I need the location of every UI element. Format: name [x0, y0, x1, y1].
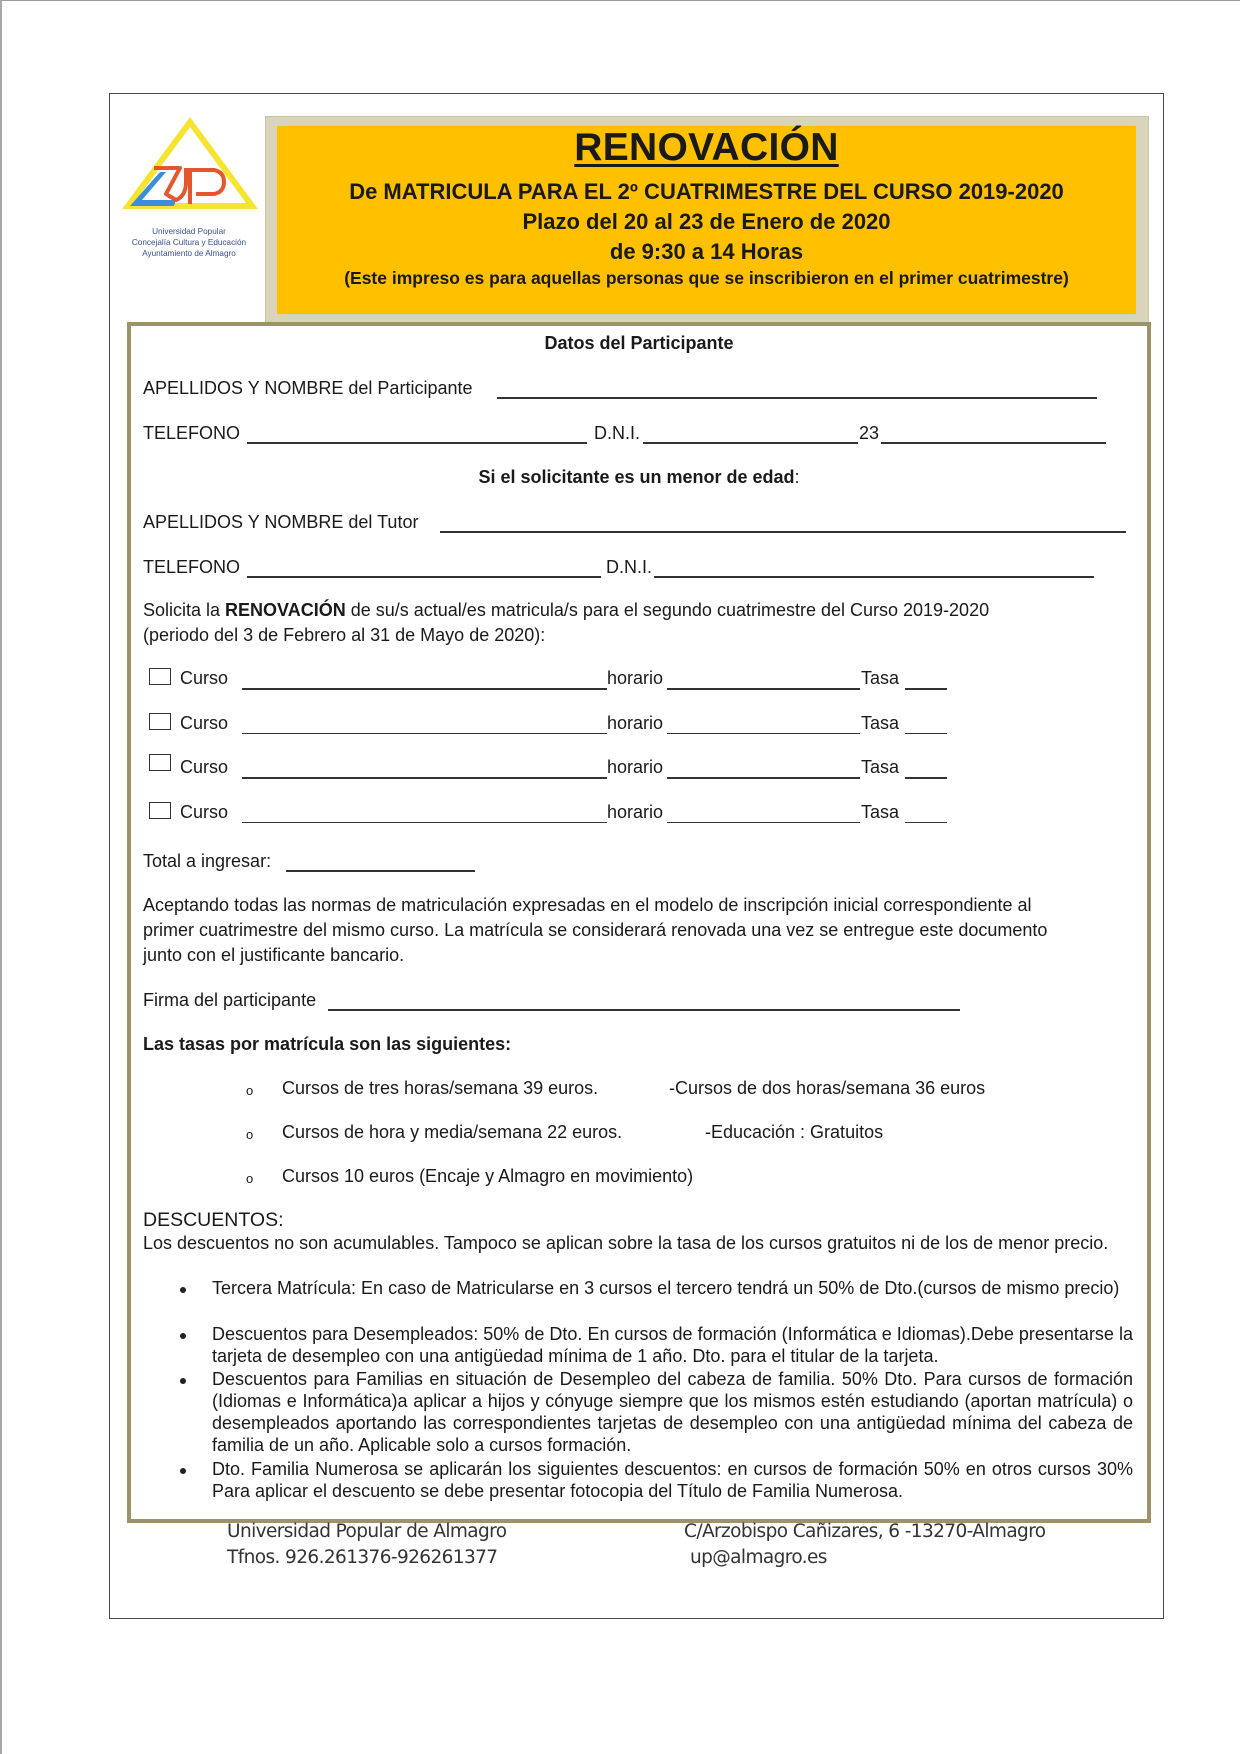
fee-item: -Educación : Gratuitos [705, 1122, 884, 1142]
bullet-icon [180, 1333, 186, 1339]
schedule-label: horario [607, 668, 664, 688]
fee-field[interactable] [905, 733, 947, 735]
discount-item: Tercera Matrícula: En caso de Matricularse en 3 cursos el tercero tendrá un 50% de Dto.(cursos de mismo precio) [212, 1278, 1120, 1298]
participant-phone-label: TELEFONO [143, 423, 241, 443]
header-note: (Este impreso es para aquellas personas que se inscribieron en el primer cuatrimestre) [344, 268, 1069, 288]
fees-title: Las tasas por matrícula son las siguientes: [143, 1034, 512, 1054]
participant-dni-label: D.N.I. [594, 423, 641, 443]
footer-email[interactable]: up@almagro.es [690, 1547, 827, 1568]
header-subtitle: De MATRICULA PARA EL 2º CUATRIMESTRE DEL CURSO 2019-2020 [349, 179, 1064, 204]
participant-phone-field[interactable] [247, 442, 587, 444]
fee-label: Tasa [861, 668, 900, 688]
tutor-name-label: APELLIDOS Y NOMBRE del Tutor [143, 512, 419, 532]
fee-item: Cursos de hora y media/semana 22 euros. [282, 1122, 623, 1142]
page-edge [0, 0, 2, 1754]
header-deadline: Plazo del 20 al 23 de Enero de 2020 [522, 209, 891, 234]
acceptance-line: primer cuatrimestre del mismo curso. La matrícula se considerará renovada una vez se entregue este documento [143, 920, 1048, 940]
fee-label: Tasa [861, 757, 900, 777]
fee-field[interactable] [905, 822, 947, 824]
participant-dni-field-continued[interactable] [881, 442, 1106, 444]
discount-item: Descuentos para Familias en situación de Desempleo del cabeza de familia. 50% Dto. Para cursos de formación (Idiomas e Informática)a aplicar a hijos y cónyuge siempre que los mismos estén estudiando (aportan matrícula) o desempleados aportando las correspondientes tarjetas de desempleo con una antigüedad mínima del cabeza de familia de un año. Aplicable solo a cursos formación. [212, 1369, 1133, 1455]
participant-name-label: APELLIDOS Y NOMBRE del Participante [143, 378, 473, 398]
fee-field[interactable] [905, 777, 947, 779]
acceptance-line: junto con el justificante bancario. [143, 945, 405, 965]
logo-caption [120, 226, 258, 259]
course-label: Curso [180, 712, 229, 733]
bullet-icon [180, 1468, 186, 1474]
page-edge [0, 0, 1240, 1]
renewal-request-text [143, 598, 1123, 648]
schedule-field[interactable] [667, 688, 860, 690]
discount-item: Dto. Familia Numerosa se aplicarán los siguientes descuentos: en cursos de formación 50% en otros cursos 30% Para aplicar el descuento se debe presentar fotocopia del Título de Familia Numerosa. [212, 1459, 1133, 1501]
tutor-phone-label: TELEFONO [143, 557, 241, 577]
signature-label: Firma del participante [143, 990, 317, 1010]
participant-section-title: Datos del Participante [544, 333, 734, 353]
tutor-phone-field[interactable] [247, 576, 601, 578]
course-name-field[interactable] [242, 688, 607, 690]
discounts-intro: Los descuentos no son acumulables. Tampoco se aplican sobre la tasa de los cursos gratuitos ni de los de menor precio. [143, 1233, 1109, 1253]
footer-address: C/Arzobispo Cañizares, 6 -13270-Almagro [684, 1521, 1046, 1542]
schedule-label: horario [607, 712, 664, 733]
logo-caption-line: Concejalía Cultura y Educación [131, 238, 247, 247]
circle-bullet-icon: o [246, 1083, 254, 1098]
minor-section-title-text: Si el solicitante es un menor de edad [478, 467, 795, 487]
course-checkbox[interactable] [149, 713, 171, 730]
course-checkbox[interactable] [149, 754, 171, 771]
schedule-field[interactable] [667, 822, 860, 824]
logo-caption-line: Ayuntamiento de Almagro [142, 249, 236, 258]
participant-dni-field[interactable] [643, 442, 858, 444]
course-name-field[interactable] [242, 822, 607, 824]
schedule-label: horario [607, 757, 664, 777]
schedule-field[interactable] [667, 733, 860, 735]
acceptance-line: Aceptando todas las normas de matriculación expresadas en el modelo de inscripción inicial correspondiente al [143, 895, 1032, 915]
schedule-label: horario [607, 801, 664, 822]
tutor-dni-field[interactable] [654, 576, 1094, 578]
bullet-icon [180, 1378, 186, 1384]
header-hours: de 9:30 a 14 Horas [609, 239, 804, 264]
bullet-icon [180, 1287, 186, 1293]
participant-name-field[interactable] [497, 397, 1097, 399]
fee-item: Cursos 10 euros (Encaje y Almagro en movimiento) [282, 1166, 694, 1186]
course-label: Curso [180, 757, 229, 777]
circle-bullet-icon: o [246, 1171, 254, 1186]
header-banner [277, 126, 1136, 314]
logo-caption-line: Universidad Popular [152, 227, 226, 236]
request-period: (periodo del 3 de Febrero al 31 de Mayo de 2020): [143, 625, 546, 645]
course-checkbox[interactable] [149, 802, 171, 819]
fee-label: Tasa [861, 801, 900, 822]
signature-field[interactable] [328, 1009, 960, 1011]
request-suffix: de su/s actual/es matricula/s para el segundo cuatrimestre del Curso 2019-2020 [345, 600, 990, 620]
course-label: Curso [180, 801, 229, 822]
footer-org-name: Universidad Popular de Almagro [227, 1521, 507, 1542]
discount-item: Descuentos para Desempleados: 50% de Dto. En cursos de formación (Informática e Idiomas).Debe presentarse la tarjeta de desempleo con una antigüedad mínima de 1 año. Dto. para el titular de la tarjeta. [212, 1324, 1133, 1366]
minor-section-title-colon: : [794, 467, 800, 487]
course-label: Curso [180, 668, 229, 688]
minor-section-title [127, 467, 1151, 488]
document-title: RENOVACIÓN [574, 126, 839, 169]
total-label: Total a ingresar: [143, 851, 272, 871]
footer-phones: Tfnos. 926.261376-926261377 [227, 1547, 498, 1568]
tutor-name-field[interactable] [440, 531, 1126, 533]
discounts-title: DESCUENTOS: [143, 1209, 284, 1231]
course-checkbox[interactable] [149, 668, 171, 685]
fee-item: -Cursos de dos horas/semana 36 euros [669, 1078, 986, 1098]
schedule-field[interactable] [667, 777, 860, 779]
request-prefix: Solicita la [143, 600, 226, 620]
fee-item: Cursos de tres horas/semana 39 euros. [282, 1078, 599, 1098]
fee-label: Tasa [861, 712, 900, 733]
circle-bullet-icon: o [246, 1127, 254, 1142]
fee-field[interactable] [905, 688, 947, 690]
course-name-field[interactable] [242, 777, 607, 779]
acceptance-text [143, 893, 1133, 968]
participant-dni-value: 23 [859, 423, 880, 443]
request-bold-word: RENOVACIÓN [225, 600, 346, 620]
tutor-dni-label: D.N.I. [606, 557, 653, 577]
total-field[interactable] [286, 870, 475, 872]
course-name-field[interactable] [242, 733, 607, 735]
